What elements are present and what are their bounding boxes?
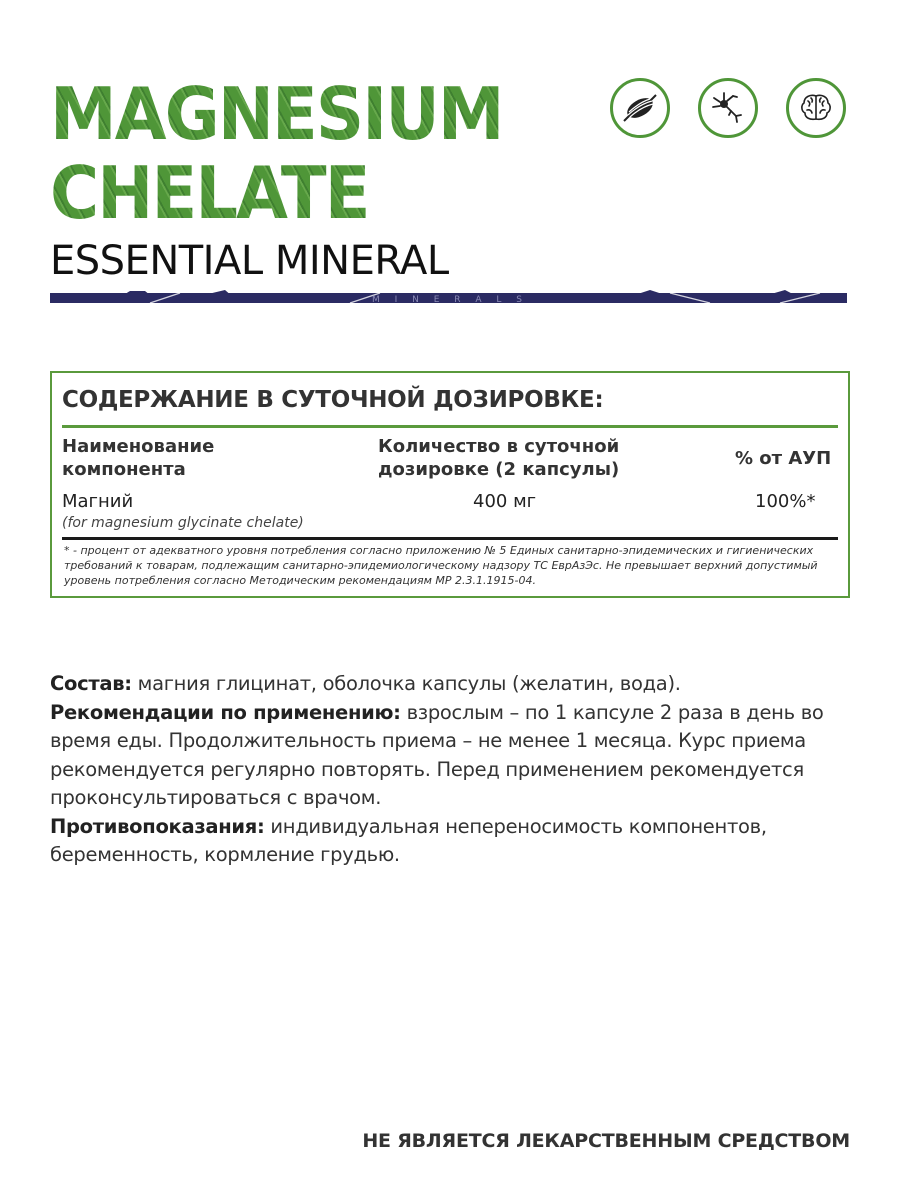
table-footnote: * - процент от адекватного уровня потребления согласно приложению № 5 Единых санитарно-эпидемических и гигиенических требований к товарам, подлежащим санитарно-эпидемиологическому надзору ТС ЕврАзЭс. Не превышает верхний допустимый уровень потребления согласно Методическим рекомендациям МР 2.3.1.1915-04. [64,544,818,587]
product-subtitle: ESSENTIAL MINERAL [50,238,449,284]
banner-text: M I N E R A L S [371,295,529,305]
header-amount: Количество в суточной дозировке (2 капсулы) [378,436,620,480]
header-percent: % от АУП [735,448,832,469]
table-title: СОДЕРЖАНИЕ В СУТОЧНОЙ ДОЗИРОВКЕ: [62,387,604,413]
row-percent: 100%* [755,491,816,512]
contraindications-paragraph [50,813,850,870]
contra-text: индивидуальная непереносимость компонентов, беременность, кормление грудью. [50,814,767,866]
composition-label: Состав: [50,672,132,695]
composition-text: магния глицинат, оболочка капсулы (желатин, вода). [131,672,681,695]
header-component: Наименование компонента [62,436,215,480]
row-name-note: (for magnesium glycinate chelate) [62,515,304,531]
not-a-drug-disclaimer: НЕ ЯВЛЯЕТСЯ ЛЕКАРСТВЕННЫМ СРЕДСТВОМ [362,1130,850,1152]
neuron-icon [698,78,758,138]
divider-green [62,425,838,428]
row-name: Магний [62,491,134,512]
usage-label: Рекомендации по применению: [50,700,401,724]
muscle-icon [610,78,670,138]
brain-icon [786,78,846,138]
contra-label: Противопоказания: [50,814,265,838]
daily-dose-table [50,371,850,598]
usage-paragraph [50,699,850,813]
row-amount: 400 мг [473,491,537,512]
composition-paragraph [50,670,850,699]
product-title-line1: MAGNESIUM [50,72,503,156]
product-title-line2: CHELATE [50,151,369,235]
usage-text: взрослым – по 1 капсуле 2 раза в день во время еды. Продолжительность приема – не менее 1 месяца. Курс приема рекомендуется регулярно повторять. Перед применением рекомендуется проконсультироваться с врачом. [50,700,824,809]
divider-dark [62,537,838,540]
minerals-banner [50,289,847,305]
